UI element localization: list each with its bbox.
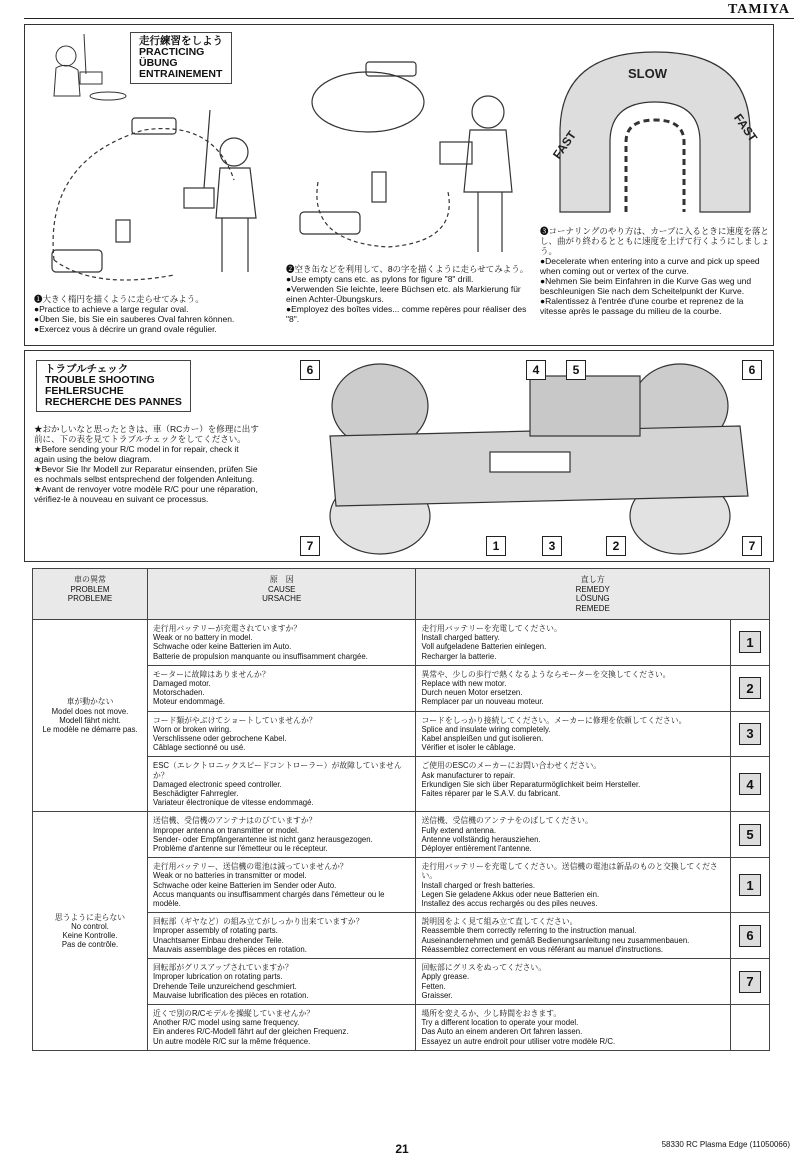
cap3-jp: ❸コーナリングのやり方は、カーブに入るときに速度を落とし、曲がり終わるとともに速度を上げて行くようにしましょう。 [540, 226, 770, 256]
remedy-line: 送信機、受信機のアンテナをのばしてください。 [421, 816, 593, 826]
problem-line: No control. [71, 921, 109, 931]
cause-line: Accus manquants ou insuffisamment chargés dans l'émetteur ou le modèle. [153, 889, 385, 909]
remedy-cell [416, 858, 731, 913]
cause-line: Weak or no battery in model. [153, 633, 253, 643]
header-problem-jp: 車の異常 [74, 575, 106, 584]
cause-line: Improper antenna on transmitter or model. [153, 825, 300, 835]
header-remedy-en: REMEDY [575, 584, 610, 594]
callout-7-left: 7 [300, 536, 320, 556]
cause-line: 送信機、受信機のアンテナはのびていますか？ [153, 816, 317, 826]
cause-cell [148, 812, 416, 858]
remedy-line: コードをしっかり接続してください。メーカーに修理を依頼してください。 [421, 715, 687, 725]
cause-line: Câblage sectionné ou usé. [153, 743, 246, 753]
remedy-line: Reassemble them correctly referring to the instruction manual. [421, 926, 637, 936]
problem-line: Model does not move. [51, 706, 129, 716]
ref-number-cell [731, 913, 770, 959]
remedy-line: 走行用バッテリーを充電してください。 [421, 624, 562, 633]
trouble-notes [34, 424, 260, 504]
remedy-cell [416, 959, 731, 1005]
cause-line: Unachtsamer Einbau drehender Teile. [153, 935, 284, 945]
remedy-line: Graisser. [421, 990, 453, 1000]
table-row [33, 620, 770, 666]
top-rule [24, 18, 794, 19]
slow-label: SLOW [628, 66, 667, 81]
header-remedy-jp: 直し方 [580, 575, 605, 584]
ref-number-badge: 5 [739, 824, 761, 846]
cause-line: コード類がやぶけてショートしていませんか？ [153, 715, 317, 725]
trouble-title-fr: RECHERCHE DES PANNES [45, 396, 182, 408]
remedy-line: Fetten. [421, 981, 446, 991]
trouble-title-de: FEHLERSUCHE [45, 385, 124, 397]
ref-number-cell [731, 959, 770, 1005]
remedy-cell [416, 711, 731, 757]
remedy-line: Erkundigen Sie sich über Reparaturmöglichkeit beim Hersteller. [421, 779, 641, 789]
cause-line: Verschlissene oder gebrochene Kabel. [153, 734, 287, 744]
remedy-line: Installez des accus rechargés ou des piles neuves. [421, 899, 598, 909]
cap2-fr: ●Employez des boîtes vides... comme repères pour réaliser des "8". [286, 304, 527, 324]
remedy-line: Ask manufacturer to repair. [421, 770, 516, 780]
ref-number-badge: 1 [739, 874, 761, 896]
cause-cell [148, 913, 416, 959]
ref-number-badge: 3 [739, 723, 761, 745]
cause-line: Improper assembly of rotating parts. [153, 926, 278, 936]
page-number: 21 [395, 1142, 409, 1156]
header-remedy [416, 569, 770, 620]
callout-7-right: 7 [742, 536, 762, 556]
remedy-line: ご使用のESCのメーカーにお問い合わせください。 [421, 761, 602, 771]
ref-number-badge: 1 [739, 631, 761, 653]
cause-line: Damaged motor. [153, 679, 211, 689]
header-remedy-de: LÖSUNG [575, 594, 610, 603]
cause-line: Worn or broken wiring. [153, 724, 232, 734]
cause-line: Moteur endommagé. [153, 697, 225, 707]
remedy-line: 異常や、少しの歩行で熱くなるようならモーターを交換してください。 [421, 669, 671, 679]
remedy-line: 走行用バッテリーを充電してください。送信機の電池は新品のものと交換してください。 [421, 862, 718, 881]
header-problem-en: PROBLEM [70, 584, 110, 594]
ref-number-badge: 2 [739, 677, 761, 699]
ref-number-cell [731, 1004, 770, 1050]
remedy-line: Durch neuen Motor ersetzen. [421, 688, 523, 698]
ref-number-cell [731, 620, 770, 666]
cap3-fr: ●Ralentissez à l'entrée d'une courbe et reprenez de la vitesse après le passage du milieu de la courbe. [540, 296, 744, 316]
note-en: ★Before sending your R/C model in for repair, check it again using the below diagram. [34, 444, 239, 464]
cause-line: Problème d'antenne sur l'émetteur ou le récepteur. [153, 844, 328, 854]
cause-line: Ein anderes R/C-Modell fährt auf der gleichen Frequenz. [153, 1027, 349, 1037]
cap2-de: ●Verwenden Sie leichte, leere Büchsen etc. als Markierung für einen Achter-Übungskurs. [286, 284, 521, 304]
header-remedy-fr: REMEDE [575, 603, 610, 613]
header-cause [148, 569, 416, 620]
cap1-jp: ❶大きく楕円を描くように走らせてみよう。 [34, 294, 204, 304]
cap1-de: ●Üben Sie, bis Sie ein sauberes Oval fahren können. [34, 314, 235, 324]
cause-line: ESC（エレクトロニックスピードコントローラー）が故障していませんか？ [153, 761, 402, 780]
remedy-line: Réassemblez correctement en vous référant au manuel d'instructions. [421, 944, 664, 954]
remedy-cell [416, 665, 731, 711]
cap1-fr: ●Exercez vous à décrire un grand ovale régulier. [34, 324, 217, 334]
remedy-line: Auseinandernehmen und gemäß Bedienungsanleitung neu zusammenbauen. [421, 935, 690, 945]
ref-number-cell [731, 812, 770, 858]
practice-title-en: PRACTICING [139, 46, 205, 58]
table-row [33, 812, 770, 858]
table-header-row [33, 569, 770, 620]
callout-6-right: 6 [742, 360, 762, 380]
header-problem [33, 569, 148, 620]
problem-cell [33, 812, 148, 1050]
problem-cell [33, 620, 148, 812]
remedy-line: Voll aufgeladene Batterien einlegen. [421, 642, 547, 652]
problem-line: Keine Kontrolle. [62, 931, 118, 941]
remedy-line: Déployer entièrement l'antenne. [421, 844, 532, 854]
problem-line: Pas de contrôle. [61, 940, 119, 950]
cause-cell [148, 1004, 416, 1050]
cause-line: Another R/C model using same frequency. [153, 1018, 300, 1028]
practice-caption-3 [540, 226, 772, 316]
header-cause-en: CAUSE [267, 584, 296, 594]
callout-5: 5 [566, 360, 586, 380]
cause-line: Variateur électronique de vitesse endommagé. [153, 798, 314, 808]
cornering-illustration [540, 32, 770, 222]
cause-line: Un autre modèle R/C sur la même fréquence. [153, 1036, 311, 1046]
callout-2: 2 [606, 536, 626, 556]
ref-number-cell [731, 858, 770, 913]
cause-line: 走行用バッテリー、送信機の電池は減っていませんか？ [153, 862, 348, 872]
cause-line: モーターに故障はありませんか？ [153, 669, 270, 679]
cause-line: 回転部（ギヤなど）の組み立てがしっかり出来ていますか？ [153, 917, 364, 927]
callout-1: 1 [486, 536, 506, 556]
cause-line: Drehende Teile unzureichend geschmiert. [153, 981, 297, 991]
remedy-line: Essayez un autre endroit pour utiliser votre modèle R/C. [421, 1036, 616, 1046]
cause-line: Schwache oder keine Batterien im Auto. [153, 642, 292, 652]
cause-line: Motorschaden. [153, 688, 205, 698]
trouble-table [32, 568, 770, 1051]
note-fr: ★Avant de renvoyer votre modèle R/C pour une réparation, vérifiez-le à nouveau en suivant ce processus. [34, 484, 258, 504]
remedy-cell [416, 620, 731, 666]
brand-logo: TAMIYA [727, 2, 790, 17]
practice-caption-2 [286, 264, 532, 324]
cause-line: 回転部がグリスアップされていますか？ [153, 963, 293, 973]
cause-cell [148, 858, 416, 913]
remedy-line: Try a different location to operate your model. [421, 1018, 579, 1028]
practice-title-fr: ENTRAINEMENT [139, 68, 223, 80]
ref-number-cell [731, 665, 770, 711]
fast-label-left: FAST [550, 128, 580, 162]
cause-cell [148, 711, 416, 757]
fast-label-right: FAST [731, 111, 761, 145]
remedy-cell [416, 1004, 731, 1050]
remedy-line: Kabel anspleißen und gut isolieren. [421, 734, 544, 744]
header-cause-de: URSACHE [262, 594, 302, 603]
cause-line: Weak or no batteries in transmitter or model. [153, 871, 307, 881]
remedy-line: Splice and insulate wiring completely. [421, 724, 551, 734]
practice-title-de: ÜBUNG [139, 57, 178, 69]
ref-number-badge: 6 [739, 925, 761, 947]
trouble-title-en: TROUBLE SHOOTING [45, 374, 155, 386]
ref-number-cell [731, 711, 770, 757]
cause-line: Damaged electronic speed controller. [153, 779, 282, 789]
ref-number-cell [731, 757, 770, 812]
callout-3: 3 [542, 536, 562, 556]
remedy-line: 回転部にグリスをぬってください。 [421, 963, 547, 973]
practice-title [130, 32, 232, 84]
problem-line: 思うように走らない [54, 912, 126, 922]
remedy-line: Antenne vollständig herausziehen. [421, 834, 541, 844]
remedy-line: Install charged battery. [421, 633, 500, 643]
remedy-line: Remplacer par un nouveau moteur. [421, 697, 544, 707]
remedy-line: Faites réparer par le S.A.V. du fabricant. [421, 789, 561, 799]
ref-number-badge: 4 [739, 773, 761, 795]
callout-6-left: 6 [300, 360, 320, 380]
chassis-illustration [300, 356, 768, 558]
remedy-line: Fully extend antenna. [421, 825, 496, 835]
cap3-en: ●Decelerate when entering into a curve and pick up speed when coming out or vertex of the curve. [540, 256, 760, 276]
remedy-line: Vérifier et isoler le câblage. [421, 743, 516, 753]
cause-line: Sender- oder Empfängerantenne ist nicht ganz herausgezogen. [153, 834, 373, 844]
cause-line: 近くで別のR/Cモデルを操縦していませんか？ [153, 1008, 315, 1018]
cause-line: Mauvaise lubrification des pièces en rotation. [153, 990, 309, 1000]
remedy-cell [416, 913, 731, 959]
cap1-en: ●Practice to achieve a large regular oval. [34, 304, 189, 314]
cause-cell [148, 665, 416, 711]
oval-drill-illustration [34, 100, 274, 290]
remedy-line: Legen Sie geladene Akkus oder neue Batterien ein. [421, 889, 600, 899]
note-de: ★Bevor Sie Ihr Modell zur Reparatur einsenden, prüfen Sie es nochmals selbst entsprechend der folgenden Anleitung. [34, 464, 258, 484]
cap2-jp: ❷空き缶などを利用して、8の字を描くように走らせてみよう。 [286, 264, 529, 274]
trouble-title-jp: トラブルチェック [45, 363, 129, 375]
cause-line: Improper lubrication on rotating parts. [153, 972, 283, 982]
cap2-en: ●Use empty cans etc. as pylons for figure "8" drill. [286, 274, 474, 284]
cause-cell [148, 757, 416, 812]
cause-line: Mauvais assemblage des pièces en rotation. [153, 944, 307, 954]
remedy-line: Recharger la batterie. [421, 651, 497, 661]
cause-line: Beschädigter Fahrregler. [153, 789, 239, 799]
cause-cell [148, 959, 416, 1005]
figure-eight-illustration [288, 42, 528, 264]
practice-title-jp: 走行練習をしよう [139, 35, 223, 47]
problem-line: Le modèle ne démarre pas. [42, 724, 138, 734]
cause-cell [148, 620, 416, 666]
header-problem-fr: PROBLEME [67, 594, 113, 603]
practice-caption-1 [34, 294, 284, 334]
remedy-line: Das Auto an einem anderen Ort fahren lassen. [421, 1027, 583, 1037]
remedy-line: 場所を変えるか、少し時間をおきます。 [421, 1008, 562, 1018]
practice-header-art [34, 30, 134, 102]
callout-4: 4 [526, 360, 546, 380]
cause-line: Schwache oder keine Batterien im Sender oder Auto. [153, 880, 337, 890]
cause-line: Batterie de propulsion manquante ou insuffisamment chargée. [153, 651, 368, 661]
ref-number-badge: 7 [739, 971, 761, 993]
cause-line: 走行用バッテリーが充電されていますか？ [153, 624, 302, 633]
note-jp: ★おかしいなと思ったときは、車（RCカー）を修理に出す前に、下の表を見てトラブルチェックをしてください。 [34, 424, 259, 444]
remedy-cell [416, 757, 731, 812]
problem-line: 車が動かない [66, 697, 114, 707]
remedy-line: Replace with new motor. [421, 679, 507, 689]
problem-line: Modell fährt nicht. [59, 715, 121, 725]
remedy-cell [416, 812, 731, 858]
remedy-line: 説明図をよく見て組み立て直してください。 [421, 917, 578, 927]
remedy-line: Install charged or fresh batteries. [421, 880, 535, 890]
header-cause-jp: 原 因 [269, 575, 294, 584]
cap3-de: ●Nehmen Sie beim Einfahren in die Kurve Gas weg und beschleunigen Sie nach dem Scheitelpunkt der Kurve. [540, 276, 752, 296]
trouble-title [36, 360, 191, 412]
manual-code: 58330 RC Plasma Edge (11050066) [661, 1140, 790, 1149]
remedy-line: Apply grease. [421, 972, 470, 982]
